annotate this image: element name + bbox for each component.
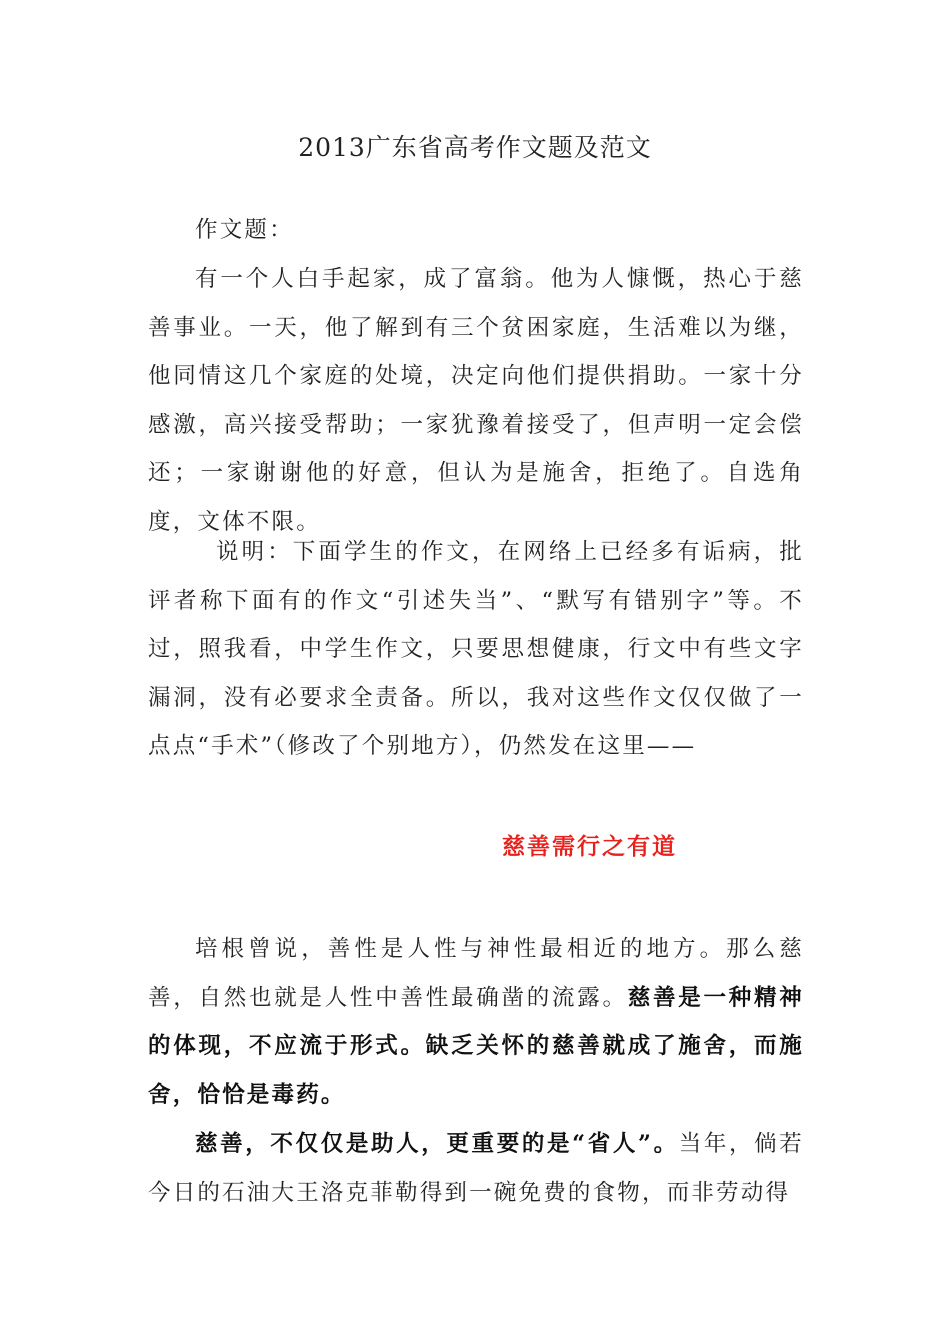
essay-p1-bold: 慈善是一种精神的体现，不应流于形式。缺乏关怀的慈善就成了施舍，而施舍，恰恰是毒药。 [148, 984, 804, 1108]
prompt-paragraph: 有一个人白手起家，成了富翁。他为人慷慨，热心于慈善事业。一天，他了解到有三个贫困家庭，生活难以为继，他同情这几个家庭的处境，决定向他们提供捐助。一家十分感激，高兴接受帮助；一家犹豫着接受了，但声明一定会偿还；一家谢谢他的好意，但认为是施舍，拒绝了。自选角度，文体不限。 [148, 266, 804, 535]
essay-paragraph-1 [148, 925, 804, 1119]
essay-paragraph-2 [148, 1120, 804, 1217]
essay-p2-normal: 当年，倘若今日的石油大王洛克菲勒得到一碗免费的食物，而非劳动得 [148, 1131, 804, 1206]
topic-label: 作文题： [195, 217, 294, 243]
essay-title: 慈善需行之有道 [502, 833, 677, 860]
document-title: 2013广东省高考作文题及范文 [298, 133, 652, 162]
essay-p1-normal: 培根曾说，善性是人性与神性最相近的地方。那么慈善，自然也就是人性中善性最确凿的流露。 [148, 936, 804, 1011]
essay-p2-bold: 慈善，不仅仅是助人，更重要的是“省人”。 [195, 1131, 679, 1157]
note-paragraph: 说明：下面学生的作文，在网络上已经多有诟病，批评者称下面有的作文“引述失当”、“默写有错别字”等。不过，照我看，中学生作文，只要思想健康，行文中有些文字漏洞，没有必要求全责备。所以，我对这些作文仅仅做了一点点“手术”（修改了个别地方），仍然发在这里—— [148, 539, 804, 759]
